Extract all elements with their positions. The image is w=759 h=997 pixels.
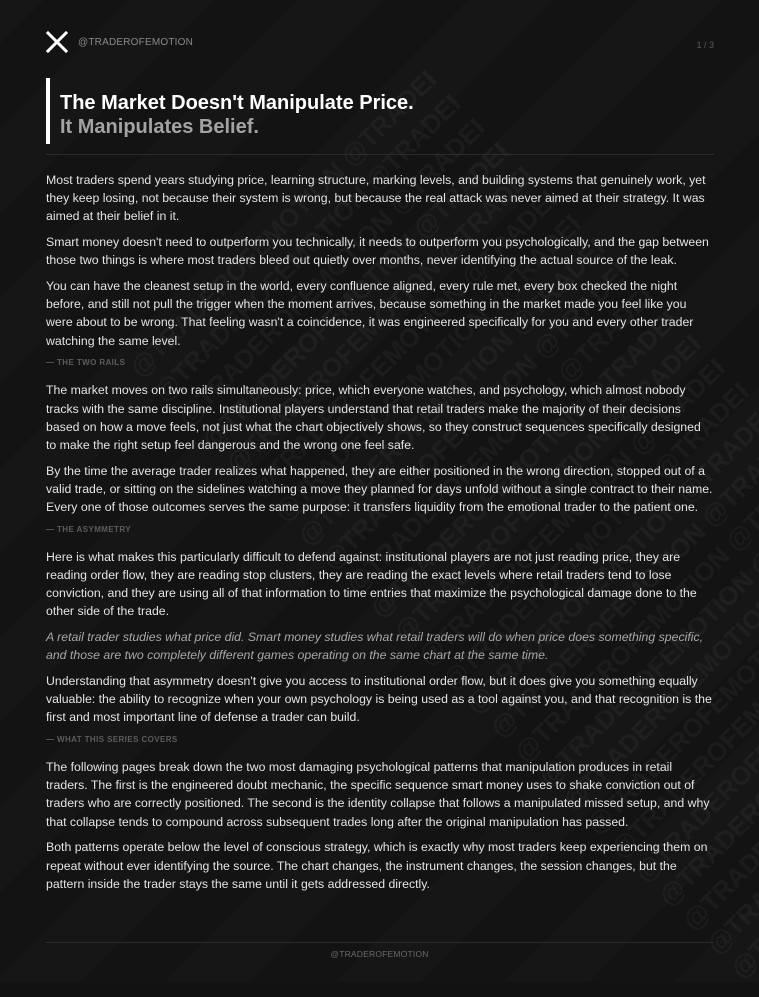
paragraph-9: The following pages break down the two most damaging psychological patterns that manipulation produces in retail traders. The first is the engineered doubt mechanic, the specific sequence smart money uses to shake conviction out of traders who are correctly positioned. The second is the identity collapse that follows a manipulated missed setup, and why that collapse tends to compound across subsequent trades long after the original manipulation has passed. (46, 760, 710, 829)
author-handle: @TRADEROFEMOTION (78, 37, 194, 48)
paragraph-5: By the time the average trader realizes what happened, they are either positioned in the wrong direction, stopped out of a valid trade, or sitting on the sidelines watching a move they planned for days unfold without a single contract to their name. Every one of those outcomes serves the same purpose: it transfers liquidity from the emotional trader to the patient one. (46, 463, 713, 515)
paragraph-6: Here is what makes this particularly difficult to defend against: institutional players are not just reading price, they are reading order flow, they are reading stop clusters, they are reading the exact levels where retail traders tend to lose conviction, and they are using all of that information to time entries that maximize the psychological damage done to the other side of the trade. (46, 549, 697, 619)
footer-handle: @TRADEROFEMOTION (330, 949, 429, 959)
section-label-series-covers: — WHAT THIS SERIES COVERS (46, 735, 178, 745)
footer-divider (46, 942, 714, 943)
x-logo-icon (46, 31, 68, 53)
page-title: The Market Doesn't Manipulate Price. (60, 92, 414, 114)
paragraph-2: Smart money doesn't need to outperform you technically, it needs to outperform you psychologically, and the gap between those two things is where most traders bleed out quietly over months, never identifying the actual source of the leak. (46, 235, 709, 268)
article-body (46, 171, 714, 901)
section-label-asymmetry: — THE ASYMMETRY (46, 524, 131, 534)
title-block (46, 78, 714, 144)
italic-quote: A retail trader studies what price did. Smart money studies what retail traders will do when price does something specific, and those are two completely different games operating on the same chart at the same time. (46, 630, 704, 663)
page-subtitle: It Manipulates Belief. (60, 116, 259, 138)
paragraph-10: Both patterns operate below the level of conscious strategy, which is exactly why most traders keep experiencing them on repeat without ever identifying the source. The chart changes, the instrument changes, the session changes, but the pattern inside the trader stays the same until it gets addressed directly. (46, 840, 708, 891)
paragraph-4: The market moves on two rails simultaneously: price, which everyone watches, and psychology, which almost nobody tracks with the same discipline. Institutional players understand that retail traders make the majority of their decisions based on how a move feels, not just what the chart objectively shows, so they construct sequences specifically designed to make the right setup feel dangerous and the wrong one feel safe. (46, 383, 701, 452)
section-label-two-rails: — THE TWO RAILS (46, 358, 126, 368)
paragraph-8: Understanding that asymmetry doesn't give you access to institutional order flow, but it does give you something equally valuable: the ability to recognize when your own psychology is being used as a tool against you, and that recognition is the first and most important line of defense a trader can build. (46, 673, 712, 725)
paragraph-1: Most traders spend years studying price, learning structure, marking levels, and building systems that genuinely work, yet they keep losing, not because their system is wrong, but because the real attack was never aimed at their strategy. It was aimed at their belief in it. (46, 173, 706, 224)
page-indicator: 1 / 3 (696, 40, 714, 50)
page-header (46, 31, 714, 55)
title-divider (46, 154, 714, 155)
paragraph-3: You can have the cleanest setup in the world, every confluence aligned, every rule met, every box checked the night before, and still not pull the trigger when the moment arrives, because something in the market made you feel like you were about to be wrong. That feeling wasn't a coincidence, it was engineered specifically for you and every other trader watching the same level. (46, 279, 694, 348)
